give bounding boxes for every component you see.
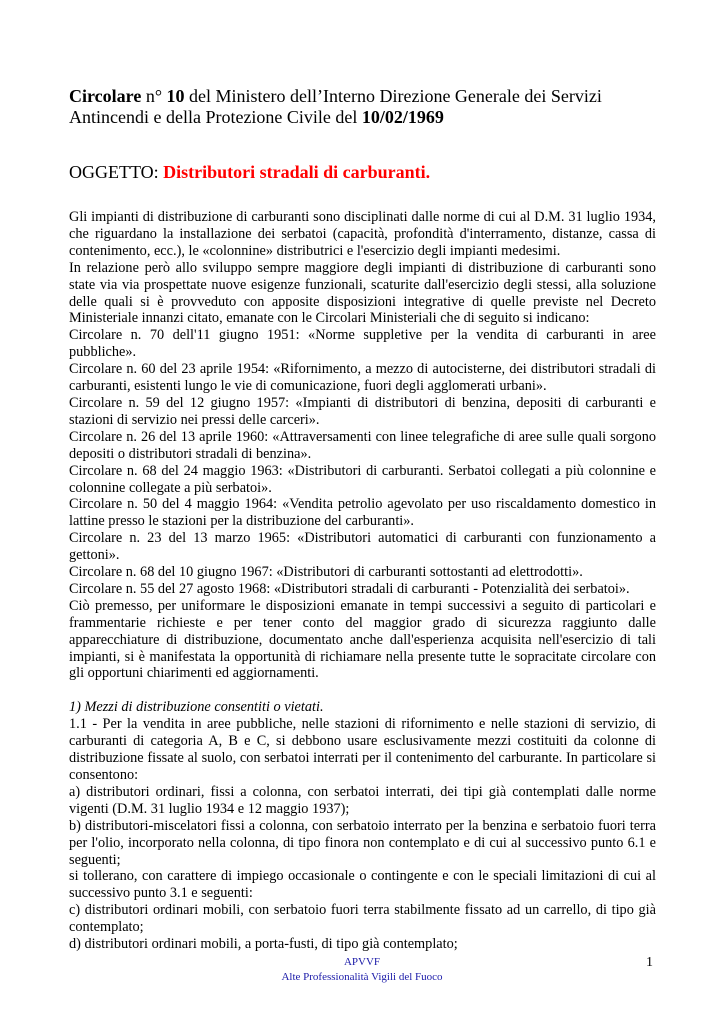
- title-body: del Ministero dell’Interno Direzione Generale dei Servizi Antincendi e della Protezione Civile del: [69, 86, 602, 127]
- document-page: [69, 86, 656, 953]
- page-number: 1: [646, 955, 653, 970]
- circolare-ref: Circolare n. 23 del 13 marzo 1965: «Distributori automatici di carburanti con funzionamento a gettoni».: [69, 530, 656, 564]
- intro-body: [69, 209, 656, 682]
- title-number-prefix: n°: [141, 86, 167, 106]
- subject-label: OGGETTO:: [69, 162, 159, 182]
- title-date: 10/02/1969: [361, 107, 444, 127]
- footer-org: APVVF: [343, 956, 381, 968]
- circolare-ref: Circolare n. 68 del 10 giugno 1967: «Distributori di carburanti sottostanti ad elettrodotti».: [69, 564, 583, 581]
- document-subject: [69, 162, 656, 183]
- circolare-ref: Circolare n. 70 dell'11 giugno 1951: «Norme suppletive per la vendita di carburanti in aree pubbliche».: [69, 327, 656, 361]
- section-1: [69, 699, 656, 953]
- circolare-ref: Circolare n. 59 del 12 giugno 1957: «Impianti di distributori di benzina, depositi di carburanti e stazioni di servizio nei pressi delle carceri».: [69, 394, 656, 428]
- section-paragraph: si tollerano, con carattere di impiego occasionale o contingente e con le speciali limitazioni di cui al successivo punto 3.1 e seguenti:: [69, 868, 656, 902]
- circolare-ref: Circolare n. 26 del 13 aprile 1960: «Attraversamenti con linee telegrafiche di aree sulle quali sorgono depositi o distributori stradali di benzina».: [69, 428, 656, 462]
- circolare-ref: Circolare n. 60 del 23 aprile 1954: «Rifornimento, a mezzo di autocisterne, dei distributori stradali di carburanti, esistenti lungo le vie di comunicazione, fuori degli agglomerati urbani».: [69, 361, 656, 395]
- title-number: 10: [166, 86, 185, 106]
- section-paragraph: 1.1 - Per la vendita in aree pubbliche, nelle stazioni di rifornimento e nelle stazioni di servizio, di carburanti di categoria A, B e C, si debbono usare esclusivamente mezzi costituiti da colonne di distribuzione fissate al suolo, con serbatoi interrati per il contenimento del carburante. In particolare si consentono:: [69, 716, 656, 783]
- section-paragraph: d) distributori ordinari mobili, a porta-fusti, di tipo già contemplato;: [69, 936, 458, 953]
- subject-text: Distributori stradali di carburanti.: [163, 162, 431, 182]
- section-paragraph: b) distributori-miscelatori fissi a colonna, con serbatoio interrato per la benzina e serbatoio fuori terra per l'olio, incorporato nella colonna, di tipo finora non contemplato e di cui al successivo punto 6.1 e seguenti;: [69, 817, 656, 868]
- intro-paragraph: Gli impianti di distribuzione di carburanti sono disciplinati dalle norme di cui al D.M. 31 luglio 1934, che riguardano la installazione dei serbatoi (capacità, profondità d'interramento, distanze, cassa di contenimento, ecc.), le «colonnine» distributrici e l'esercizio degli impianti medesimi.: [69, 209, 656, 259]
- section-heading: 1) Mezzi di distribuzione consentiti o vietati.: [69, 699, 324, 716]
- section-gap: [69, 682, 656, 699]
- section-paragraph: c) distributori ordinari mobili, con serbatoio fuori terra stabilmente fissato ad un carrello, di tipo già contemplato;: [69, 902, 656, 936]
- section-paragraph: a) distributori ordinari, fissi a colonna, con serbatoi interrati, dei tipi già contemplati dalle norme vigenti (D.M. 31 luglio 1934 e 12 maggio 1937);: [69, 783, 656, 817]
- intro-paragraph: Ciò premesso, per uniformare le disposizioni emanate in tempi successivi a seguito di particolari e frammentarie richieste e per tener conto del maggior grado di sicurezza raggiunto dalle apparecchiature di distribuzione, documentato anche dall'esperienza acquisita nell'esercizio di tali impianti, si è manifestata la opportunità di richiamare nella presente tutte le sopracitate circolare con gli opportuni chiarimenti ed aggiornamenti.: [69, 597, 656, 682]
- page-footer: [0, 955, 724, 985]
- document-title: [69, 86, 656, 128]
- intro-paragraph: In relazione però allo sviluppo sempre maggiore degli impianti di distribuzione di carburanti sono state via via prospettate nuove esigenze funzionali, scaturite dall'esercizio degli stessi, alla soluzione delle quali si è provveduto con apposite disposizioni integrative di quelle previste nel Decreto Ministeriale innanzi citato, emanate con le Circolari Ministeriali che di seguito si indicano:: [69, 259, 656, 327]
- circolare-ref: Circolare n. 68 del 24 maggio 1963: «Distributori di carburanti. Serbatoi collegati a più colonnine e colonnine collegate a più serbatoi».: [69, 462, 656, 496]
- title-circolare-label: Circolare: [69, 86, 142, 106]
- circolare-ref: Circolare n. 55 del 27 agosto 1968: «Distributori stradali di carburanti - Potenzialità dei serbatoi».: [69, 580, 630, 597]
- circolare-ref: Circolare n. 50 del 4 maggio 1964: «Vendita petrolio agevolato per uso riscaldamento domestico in lattine presso le stazioni per la distribuzione del carburanti».: [69, 496, 656, 530]
- footer-org-full: Alte Professionalità Vigili del Fuoco: [281, 971, 443, 983]
